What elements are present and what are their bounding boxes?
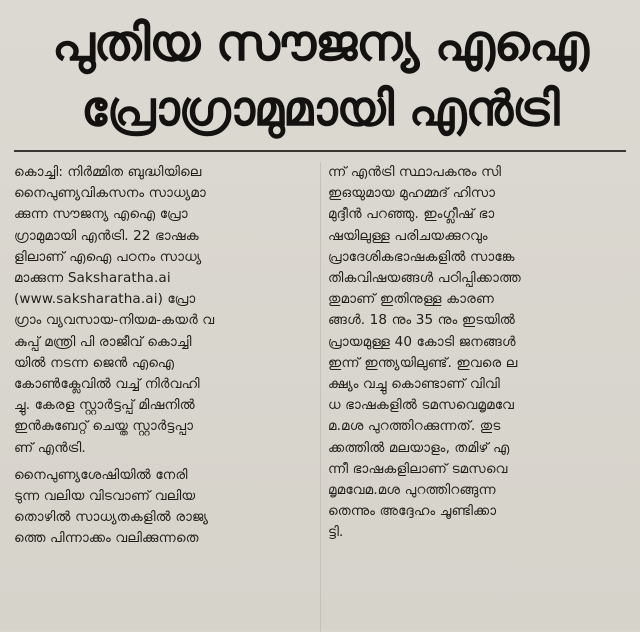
text-line: ട്ടി. <box>328 524 344 541</box>
column-gutter <box>320 162 321 632</box>
text-line: പ്രായമുള്ള 40 കോടി ജനങ്ങൾ <box>328 333 516 350</box>
text-line: കോൺക്ലേവിൽ വച്ച് നിർവഹി <box>14 376 200 393</box>
paragraph-2 <box>14 465 312 550</box>
text-line: ന്ന് എൻട്രി സ്ഥാപകനും സി <box>328 164 502 180</box>
text-line: ന്നീ ഭാഷകളിലാണ് ടമസവെ <box>328 460 508 477</box>
text-line: തികവിഷയങ്ങൾ പഠിപ്പിക്കാത്ത <box>328 270 521 287</box>
article-column-left <box>14 162 312 632</box>
headline <box>14 10 626 142</box>
text-line: തെന്നും അദ്ദേഹം ചൂണ്ടിക്കാ <box>328 503 497 520</box>
headline-divider <box>14 150 626 152</box>
text-line: യിൽ നടന്ന ജെൻ എഐ <box>14 354 175 371</box>
article-column-right <box>328 162 626 632</box>
text-line: ഇൻകുബേറ്റ് ചെയ്ത സ്റ്റാർട്ടപ്പാ <box>14 418 194 435</box>
paragraph-3 <box>328 162 626 544</box>
text-line: കൊച്ചി: നിർമ്മിത ബുദ്ധിയിലെ <box>14 164 202 180</box>
text-line: (www.saksharatha.ai) പ്രോ <box>14 291 196 308</box>
text-line: മൃമവേമ.മശ പുറത്തിറങ്ങുന്ന <box>328 482 496 499</box>
text-line: ത്തെ പിന്നാക്കം വലിക്കുന്നതെ <box>14 530 199 547</box>
text-line: ങ്ങൾ. 18 നും 35 നും ഇടയിൽ <box>328 312 516 329</box>
text-line: ഷയിലുള്ള പരിചയക്കുറവും <box>328 227 488 244</box>
paragraph-1 <box>14 162 312 459</box>
text-line: പ്രാദേശികഭാഷകളിൽ സാങ്കേ <box>328 248 515 265</box>
text-line: ധ ഭാഷകളിൽ ടമസവെമൃമവേ <box>328 397 515 414</box>
text-line: ഗ്രാമുമായി എൻട്രി. 22 ഭാഷക <box>14 227 199 244</box>
headline-line-1: പുതിയ സൗജന്യ എഐ <box>51 14 588 72</box>
text-line: ളിലാണ് എഐ പഠനം സാധ്യ <box>14 248 202 265</box>
text-line: നൈപുണ്യശേഷിയിൽ നേരി <box>14 466 188 483</box>
text-line: ക്കത്തിൽ മലയാളം, തമിഴ് എ <box>328 439 510 456</box>
text-line: കുപ്പ് മന്ത്രി പി രാജീവ് കൊച്ചി <box>14 333 192 350</box>
text-line: ഇഒയുമായ മുഹമ്മദ് ഹിസാ <box>328 185 496 202</box>
text-line: ക്ഷ്യം വച്ചു കൊണ്ടാണ് വിവി <box>328 376 500 393</box>
text-line: ക്കുന്ന സൗജന്യ എഐ പ്രോ <box>14 206 188 223</box>
text-line: മാക്കുന്ന Saksharatha.ai <box>14 270 171 287</box>
text-line: നൈപുണ്യവികസനം സാധ്യമാ <box>14 185 206 202</box>
headline-line-2: പ്രോഗ്രാമുമായി എൻട്രി <box>81 81 559 137</box>
text-line: ണ് എൻട്രി. <box>14 439 86 456</box>
text-line: ടുന്ന വലിയ വിടവാണ് വലിയ <box>14 488 196 505</box>
text-line: മുദ്ദീൻ പറഞ്ഞു. ഇംഗ്ലീഷ് ഭാ <box>328 206 495 223</box>
text-line: തൊഴിൽ സാധ്യതകളിൽ രാജ്യ <box>14 509 209 526</box>
article-body <box>14 162 626 632</box>
text-line: ഗ്രാം വ്യവസായ-നിയമ-കയർ വ <box>14 312 215 329</box>
text-line: ഇന്ന് ഇന്ത്യയിലുണ്ട്. ഇവരെ ല <box>328 354 518 371</box>
text-line: ച്ചു. കേരള സ്റ്റാർട്ടപ്പ് മിഷനിൽ <box>14 397 195 414</box>
text-line: തുമാണ് ഇതിനുള്ള കാരണ <box>328 291 495 308</box>
text-line: മ.മശ പുറത്തിറക്കുന്നത്. തുട <box>328 418 501 435</box>
